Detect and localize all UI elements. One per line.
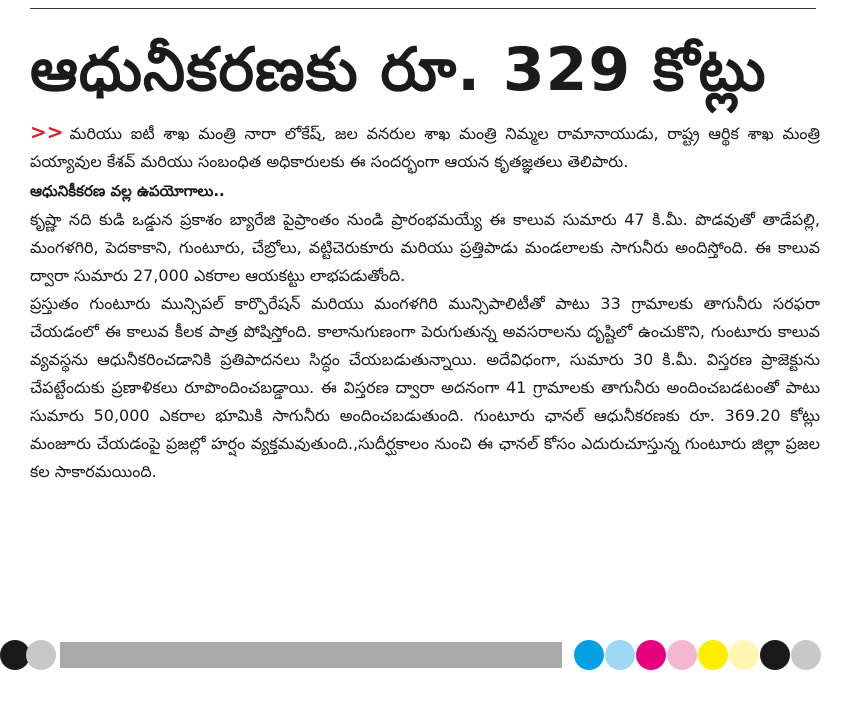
registration-dot-magenta: [636, 640, 666, 670]
registration-dot-yellow: [698, 640, 728, 670]
continuation-marker: >>: [30, 120, 64, 144]
intro-paragraph: [30, 118, 820, 176]
top-rule: [30, 8, 816, 9]
registration-dot-light-magenta: [667, 640, 697, 670]
registration-dot-light-yellow: [729, 640, 759, 670]
registration-dot-gray: [26, 640, 56, 670]
article-body: [30, 118, 820, 486]
headline: ఆధునీకరణకు రూ. 329 కోట్లు: [30, 35, 767, 105]
registration-dot-cyan: [574, 640, 604, 670]
intro-text: మరియు ఐటీ శాఖ మంత్రి నారా లోకేష్, జల వనరుల శాఖ మంత్రి నిమ్మల రామానాయుడు, రాష్ట్ర ఆర్థిక శాఖ మంత్రి పయ్యావుల కేశవ్ మరియు సంబంధిత అధికారులకు ఈ సందర్భంగా ఆయన కృతజ్ఞతలు తెలిపారు.: [30, 124, 820, 171]
paragraph-1: కృష్ణా నది కుడి ఒడ్డున ప్రకాశం బ్యారేజి పైప్రాంతం నుండి ప్రారంభమయ్యే ఈ కాలువ సుమారు 47 కి.మీ. పొడవుతో తాడేపల్లి, మంగళగిరి, పెదకాకాని, గుంటూరు, చేబ్రోలు, వట్టిచెరుకూరు మరియు ప్రత్తిపాడు మండలాలకు సాగునీరు అందిస్తోంది. ఈ కాలువ ద్వారా సుమారు 27,000 ఎకరాల ఆయకట్టు లాభపడుతోంది.: [30, 210, 820, 285]
paragraph-2: ప్రస్తుతం గుంటూరు మున్సిపల్ కార్పొరేషన్ మరియు మంగళగిరి మున్సిపాలిటీతో పాటు 33 గ్రామాలకు తాగునీరు సరఫరా చేయడంలో ఈ కాలువ కీలక పాత్ర పోషిస్తోంది. కాలానుగుణంగా పెరుగుతున్న అవసరాలను దృష్టిలో ఉంచుకొని, గుంటూరు కాలువ వ్యవస్థను ఆధునీకరించడానికి ప్రతిపాదనలు సిద్ధం చేయబడుతున్నాయి. అదేవిధంగా, సుమారు 30 కి.మీ. విస్తరణ ప్రాజెక్టును చేపట్టేందుకు ప్రణాళికలు రూపొందించబడ్డాయి. ఈ విస్తరణ ద్వారా అదనంగా 41 గ్రామాలకు తాగునీరు అందించబడటంతో పాటు సుమారు 50,000 ఎకరాల భూమికి సాగునీరు అందించబడుతుంది. గుంటూరు ఛానల్ ఆధునీకరణకు రూ. 369.20 కోట్లు మంజూరు చేయడంపై ప్రజల్లో హర్షం వ్యక్తమవుతుంది.,సుదీర్ఘకాలం నుంచి ఈ ఛానల్ కోసం ఎదురుచూస్తున్న గుంటూరు జిల్లా ప్రజల కల సాకారమయింది.: [30, 294, 820, 481]
registration-dot-black-2: [760, 640, 790, 670]
registration-dot-gray-2: [791, 640, 821, 670]
registration-bar: [60, 642, 562, 668]
subheading: ఆధునికీకరణ వల్ల ఉపయోగాలు..: [30, 182, 225, 200]
registration-dot-light-cyan: [605, 640, 635, 670]
